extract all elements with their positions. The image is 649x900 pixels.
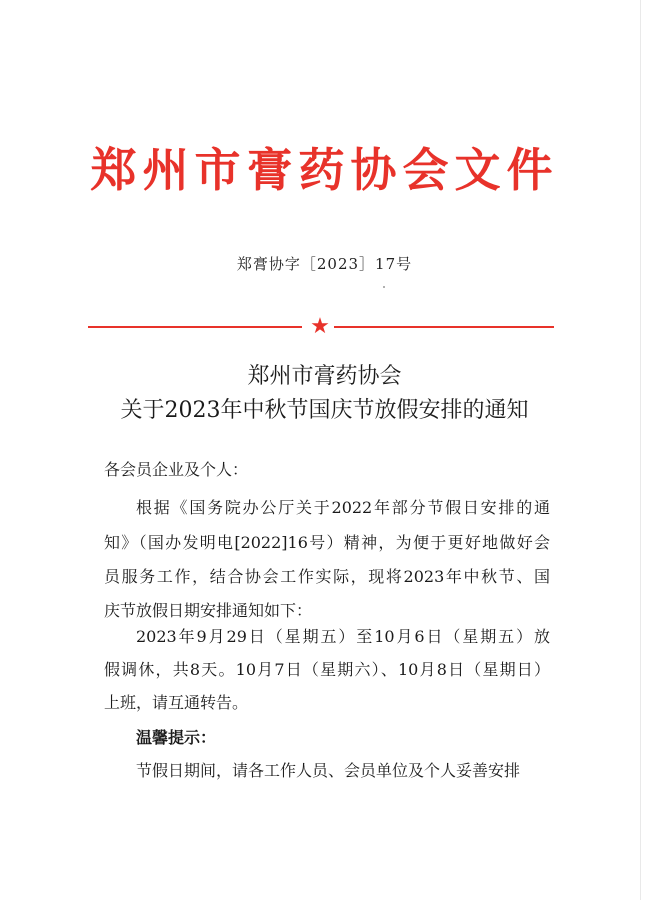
para1-line: 根据《国务院办公厅关于2022年部分节假日安排的通 <box>136 498 550 517</box>
para3-line: 节假日期间，请各工作人员、会员单位及个人妥善安排 <box>136 761 521 780</box>
para2-line: 2023年9月29日（星期五）至10月6日（星期五）放 <box>136 627 550 646</box>
tip-label: 温馨提示： <box>136 728 217 747</box>
para2-line: 假调休，共8天。10月7日（星期六）、10月8日（星期日） <box>104 660 550 679</box>
scan-speck <box>383 286 385 288</box>
star-icon: ★ <box>310 314 330 339</box>
para1-line: 庆节放假日期安排通知如下： <box>104 601 313 620</box>
para2-line: 上班，请互通转告。 <box>104 693 249 712</box>
document-number: 郑膏协字［2023］17号 <box>236 255 413 273</box>
scan-edge <box>640 0 641 900</box>
separator-line-right <box>334 326 554 328</box>
salutation: 各会员企业及个人： <box>104 460 249 479</box>
red-separator <box>88 316 554 340</box>
separator-line-left <box>88 326 302 328</box>
notice-org-title: 郑州市膏药协会 <box>247 364 402 389</box>
para1-line: 员服务工作，结合协会工作实际，现将2023年中秋节、国 <box>104 567 550 586</box>
para1-line: 知》（国办发明电[2022]16号）精神，为便于更好地做好会 <box>104 533 550 552</box>
notice-subject-title: 关于2023年中秋节国庆节放假安排的通知 <box>120 398 529 423</box>
document-header-title: 郑州市膏药协会文件 <box>90 143 559 197</box>
